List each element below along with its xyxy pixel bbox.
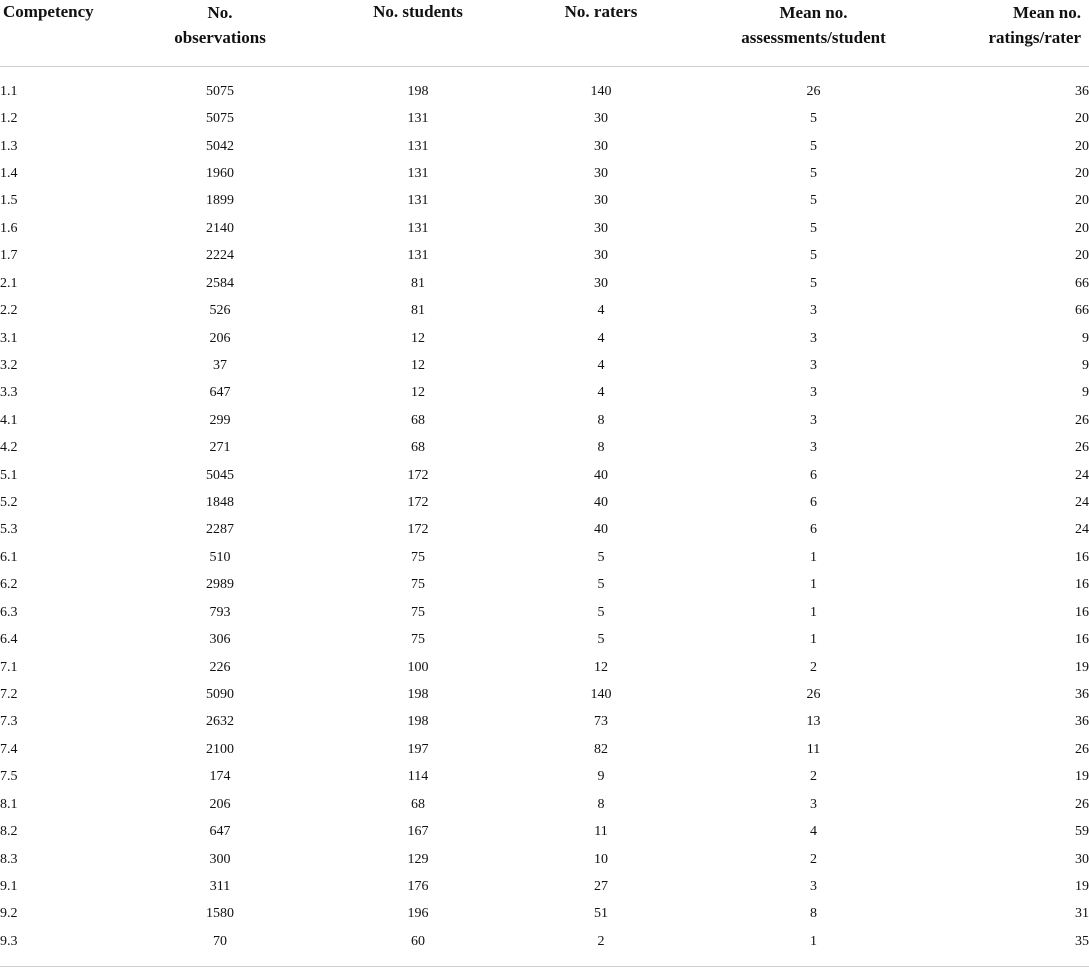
cell-assessments: 3	[810, 385, 817, 401]
cell-ratings: 24	[1075, 467, 1089, 483]
table-row	[0, 352, 1089, 379]
table-row	[0, 764, 1089, 791]
cell-assessments: 3	[810, 412, 817, 428]
cell-competency: 7.2	[0, 686, 18, 702]
cell-students: 167	[407, 824, 429, 840]
header-ratings-line1: Mean no.	[1013, 3, 1081, 22]
cell-students: 12	[411, 357, 425, 373]
table-row	[0, 407, 1089, 434]
table-row	[0, 270, 1089, 297]
cell-ratings: 9	[1082, 385, 1089, 401]
cell-raters: 40	[594, 495, 608, 511]
cell-observations: 526	[209, 303, 231, 319]
cell-students: 100	[407, 659, 429, 675]
cell-students: 129	[407, 851, 429, 867]
cell-assessments: 5	[810, 193, 817, 209]
cell-observations: 2224	[206, 248, 234, 264]
cell-ratings: 20	[1075, 220, 1089, 236]
cell-ratings: 26	[1075, 412, 1089, 428]
cell-observations: 174	[209, 769, 231, 785]
cell-students: 131	[407, 193, 429, 209]
cell-raters: 4	[597, 330, 605, 346]
cell-observations: 70	[213, 933, 227, 949]
cell-students: 81	[411, 275, 425, 291]
bottom-rule	[0, 966, 1089, 967]
cell-competency: 8.1	[0, 796, 18, 812]
cell-raters: 51	[594, 906, 608, 922]
cell-observations: 226	[209, 659, 231, 675]
cell-competency: 5.2	[0, 495, 18, 511]
cell-ratings: 20	[1075, 165, 1089, 181]
cell-ratings: 16	[1075, 549, 1089, 565]
cell-competency: 4.1	[0, 412, 18, 428]
cell-observations: 299	[209, 412, 231, 428]
cell-students: 60	[411, 933, 425, 949]
cell-raters: 5	[597, 577, 605, 593]
cell-ratings: 19	[1075, 659, 1089, 675]
cell-competency: 1.5	[0, 193, 18, 209]
cell-observations: 1848	[206, 495, 234, 511]
cell-assessments: 2	[810, 851, 817, 867]
cell-assessments: 5	[810, 248, 817, 264]
cell-observations: 510	[209, 549, 231, 565]
header-ratings	[941, 0, 1089, 67]
cell-students: 198	[407, 686, 429, 702]
table-row	[0, 654, 1089, 681]
cell-competency: 3.1	[0, 330, 18, 346]
cell-observations: 311	[209, 878, 231, 894]
header-assessments-line1: Mean no.	[779, 3, 848, 22]
table-row	[0, 297, 1089, 324]
table-row	[0, 544, 1089, 571]
cell-competency: 9.2	[0, 906, 18, 922]
cell-raters: 40	[594, 467, 608, 483]
cell-observations: 2989	[206, 577, 234, 593]
table-header	[0, 0, 1089, 67]
cell-raters: 8	[597, 796, 605, 812]
cell-raters: 73	[594, 714, 608, 730]
table-row	[0, 928, 1089, 955]
cell-assessments: 1	[810, 549, 817, 565]
cell-ratings: 66	[1075, 303, 1089, 319]
header-competency: Competency	[0, 0, 120, 67]
table-row	[0, 873, 1089, 900]
cell-competency: 8.2	[0, 824, 18, 840]
cell-raters: 82	[594, 741, 608, 757]
cell-students: 75	[411, 577, 425, 593]
cell-ratings: 26	[1075, 741, 1089, 757]
cell-students: 172	[407, 467, 429, 483]
table-row	[0, 901, 1089, 928]
cell-competency: 2.1	[0, 275, 18, 291]
cell-competency: 5.1	[0, 467, 18, 483]
cell-competency: 7.5	[0, 769, 18, 785]
cell-observations: 647	[209, 385, 231, 401]
cell-ratings: 20	[1075, 111, 1089, 127]
table-row	[0, 243, 1089, 270]
cell-students: 114	[407, 769, 429, 785]
cell-observations: 2100	[206, 741, 234, 757]
cell-competency: 7.4	[0, 741, 18, 757]
table-row	[0, 380, 1089, 407]
cell-competency: 9.1	[0, 878, 18, 894]
cell-observations: 5045	[206, 467, 234, 483]
cell-observations: 271	[209, 440, 231, 456]
cell-assessments: 6	[810, 522, 817, 538]
cell-assessments: 13	[806, 714, 821, 730]
cell-assessments: 5	[810, 220, 817, 236]
cell-students: 196	[407, 906, 429, 922]
cell-ratings: 59	[1075, 824, 1089, 840]
cell-ratings: 16	[1075, 632, 1089, 648]
cell-ratings: 36	[1075, 714, 1089, 730]
cell-raters: 4	[597, 385, 605, 401]
cell-assessments: 6	[810, 495, 817, 511]
table-row	[0, 846, 1089, 873]
cell-raters: 9	[597, 769, 605, 785]
cell-observations: 1580	[206, 906, 234, 922]
cell-competency: 1.2	[0, 111, 18, 127]
cell-assessments: 5	[810, 275, 817, 291]
cell-assessments: 3	[810, 303, 817, 319]
cell-competency: 9.3	[0, 933, 18, 949]
table-row	[0, 681, 1089, 708]
cell-competency: 1.1	[0, 83, 18, 99]
cell-assessments: 1	[810, 632, 817, 648]
cell-ratings: 30	[1075, 851, 1089, 867]
header-assessments	[686, 0, 941, 67]
cell-competency: 1.6	[0, 220, 18, 236]
header-row	[0, 0, 1089, 67]
cell-observations: 793	[209, 604, 231, 620]
cell-raters: 30	[594, 138, 608, 154]
cell-raters: 5	[597, 604, 605, 620]
cell-observations: 647	[209, 824, 231, 840]
cell-competency: 3.2	[0, 357, 18, 373]
table-row	[0, 160, 1089, 187]
cell-observations: 1960	[206, 165, 234, 181]
cell-students: 172	[407, 522, 429, 538]
cell-students: 198	[407, 83, 429, 99]
cell-raters: 140	[590, 83, 612, 99]
cell-students: 81	[411, 303, 425, 319]
cell-raters: 30	[594, 220, 608, 236]
header-observations-line2: observations	[174, 28, 266, 47]
cell-observations: 2584	[206, 275, 234, 291]
cell-students: 131	[407, 220, 429, 236]
table-row	[0, 133, 1089, 160]
cell-students: 75	[411, 549, 425, 565]
cell-assessments: 3	[810, 878, 817, 894]
cell-observations: 2287	[206, 522, 234, 538]
cell-assessments: 3	[810, 357, 817, 373]
cell-raters: 140	[590, 686, 612, 702]
cell-assessments: 8	[810, 906, 817, 922]
cell-observations: 37	[213, 357, 227, 373]
cell-raters: 5	[597, 632, 605, 648]
cell-students: 197	[407, 741, 429, 757]
header-assessments-line2: assessments/student	[741, 28, 886, 47]
header-ratings-line2: ratings/rater	[988, 28, 1081, 47]
cell-observations: 206	[209, 796, 231, 812]
cell-observations: 206	[209, 330, 231, 346]
cell-raters: 8	[597, 440, 605, 456]
table-row	[0, 709, 1089, 736]
cell-competency: 1.4	[0, 165, 18, 181]
cell-ratings: 31	[1075, 906, 1089, 922]
table-row	[0, 517, 1089, 544]
cell-observations: 306	[209, 632, 231, 648]
cell-students: 172	[407, 495, 429, 511]
cell-competency: 7.1	[0, 659, 18, 675]
cell-assessments: 5	[810, 111, 817, 127]
cell-students: 131	[407, 111, 429, 127]
table-row	[0, 434, 1089, 461]
cell-assessments: 2	[810, 659, 817, 675]
cell-ratings: 26	[1075, 440, 1089, 456]
cell-raters: 30	[594, 193, 608, 209]
cell-assessments: 5	[810, 165, 817, 181]
cell-observations: 1899	[206, 193, 234, 209]
table-row	[0, 105, 1089, 132]
cell-students: 176	[407, 878, 429, 894]
header-raters: No. raters	[516, 0, 686, 67]
table-row	[0, 462, 1089, 489]
cell-ratings: 36	[1075, 83, 1089, 99]
cell-observations: 2632	[206, 714, 234, 730]
cell-competency: 7.3	[0, 714, 18, 730]
table-row	[0, 791, 1089, 818]
cell-raters: 12	[594, 659, 608, 675]
cell-observations: 300	[209, 851, 231, 867]
table-row	[0, 626, 1089, 653]
cell-competency: 6.1	[0, 549, 18, 565]
table-row	[0, 489, 1089, 516]
cell-ratings: 36	[1075, 686, 1089, 702]
cell-students: 12	[411, 330, 425, 346]
cell-competency: 6.3	[0, 604, 18, 620]
cell-assessments: 3	[810, 440, 817, 456]
spacer-cell	[0, 67, 1089, 79]
cell-ratings: 19	[1075, 878, 1089, 894]
cell-observations: 5075	[206, 83, 234, 99]
cell-ratings: 9	[1082, 330, 1089, 346]
cell-assessments: 26	[806, 686, 821, 702]
cell-assessments: 1	[810, 933, 817, 949]
cell-raters: 30	[594, 275, 608, 291]
cell-competency: 8.3	[0, 851, 18, 867]
cell-students: 68	[411, 412, 425, 428]
cell-assessments: 6	[810, 467, 817, 483]
cell-assessments: 5	[810, 138, 817, 154]
cell-students: 75	[411, 632, 425, 648]
table-row	[0, 818, 1089, 845]
table-row	[0, 215, 1089, 242]
header-observations	[120, 0, 320, 67]
cell-raters: 30	[594, 111, 608, 127]
cell-ratings: 20	[1075, 138, 1089, 154]
cell-students: 68	[411, 796, 425, 812]
table-row	[0, 572, 1089, 599]
cell-students: 198	[407, 714, 429, 730]
cell-raters: 11	[594, 824, 608, 840]
cell-ratings: 66	[1075, 275, 1089, 291]
cell-ratings: 20	[1075, 248, 1089, 264]
cell-competency: 4.2	[0, 440, 18, 456]
cell-assessments: 1	[810, 577, 817, 593]
cell-competency: 1.3	[0, 138, 18, 154]
cell-assessments: 3	[810, 796, 817, 812]
cell-assessments: 4	[810, 824, 817, 840]
cell-ratings: 16	[1075, 604, 1089, 620]
cell-raters: 30	[594, 248, 608, 264]
cell-observations: 2140	[206, 220, 234, 236]
header-observations-line1: No.	[207, 3, 233, 22]
cell-observations: 5090	[206, 686, 234, 702]
cell-assessments: 1	[810, 604, 817, 620]
cell-students: 131	[407, 138, 429, 154]
cell-ratings: 19	[1075, 769, 1089, 785]
header-spacer	[0, 67, 1089, 79]
cell-students: 131	[407, 248, 429, 264]
cell-competency: 1.7	[0, 248, 18, 264]
cell-ratings: 20	[1075, 193, 1089, 209]
cell-students: 68	[411, 440, 425, 456]
cell-competency: 3.3	[0, 385, 18, 401]
cell-observations: 5075	[206, 111, 234, 127]
cell-competency: 6.2	[0, 577, 18, 593]
cell-raters: 4	[597, 303, 605, 319]
cell-raters: 30	[594, 165, 608, 181]
cell-ratings: 24	[1075, 495, 1089, 511]
cell-competency: 5.3	[0, 522, 18, 538]
header-students: No. students	[320, 0, 516, 67]
cell-ratings: 9	[1082, 357, 1089, 373]
cell-assessments: 3	[810, 330, 817, 346]
table-body	[0, 67, 1089, 956]
table-row	[0, 78, 1089, 105]
cell-assessments: 11	[806, 741, 821, 757]
cell-raters: 2	[597, 933, 605, 949]
table-row	[0, 736, 1089, 763]
cell-students: 12	[411, 385, 425, 401]
cell-raters: 40	[594, 522, 608, 538]
table-row	[0, 325, 1089, 352]
cell-raters: 27	[594, 878, 608, 894]
cell-assessments: 26	[806, 83, 821, 99]
table-row	[0, 599, 1089, 626]
cell-observations: 5042	[206, 138, 234, 154]
cell-raters: 5	[597, 549, 605, 565]
cell-ratings: 35	[1075, 933, 1089, 949]
cell-ratings: 26	[1075, 796, 1089, 812]
cell-ratings: 16	[1075, 577, 1089, 593]
cell-ratings: 24	[1075, 522, 1089, 538]
cell-competency: 2.2	[0, 303, 18, 319]
table-row	[0, 188, 1089, 215]
cell-competency: 6.4	[0, 632, 18, 648]
cell-assessments: 2	[810, 769, 817, 785]
cell-students: 131	[407, 165, 429, 181]
cell-raters: 8	[597, 412, 605, 428]
cell-raters: 4	[597, 357, 605, 373]
cell-raters: 10	[594, 851, 608, 867]
cell-students: 75	[411, 604, 425, 620]
